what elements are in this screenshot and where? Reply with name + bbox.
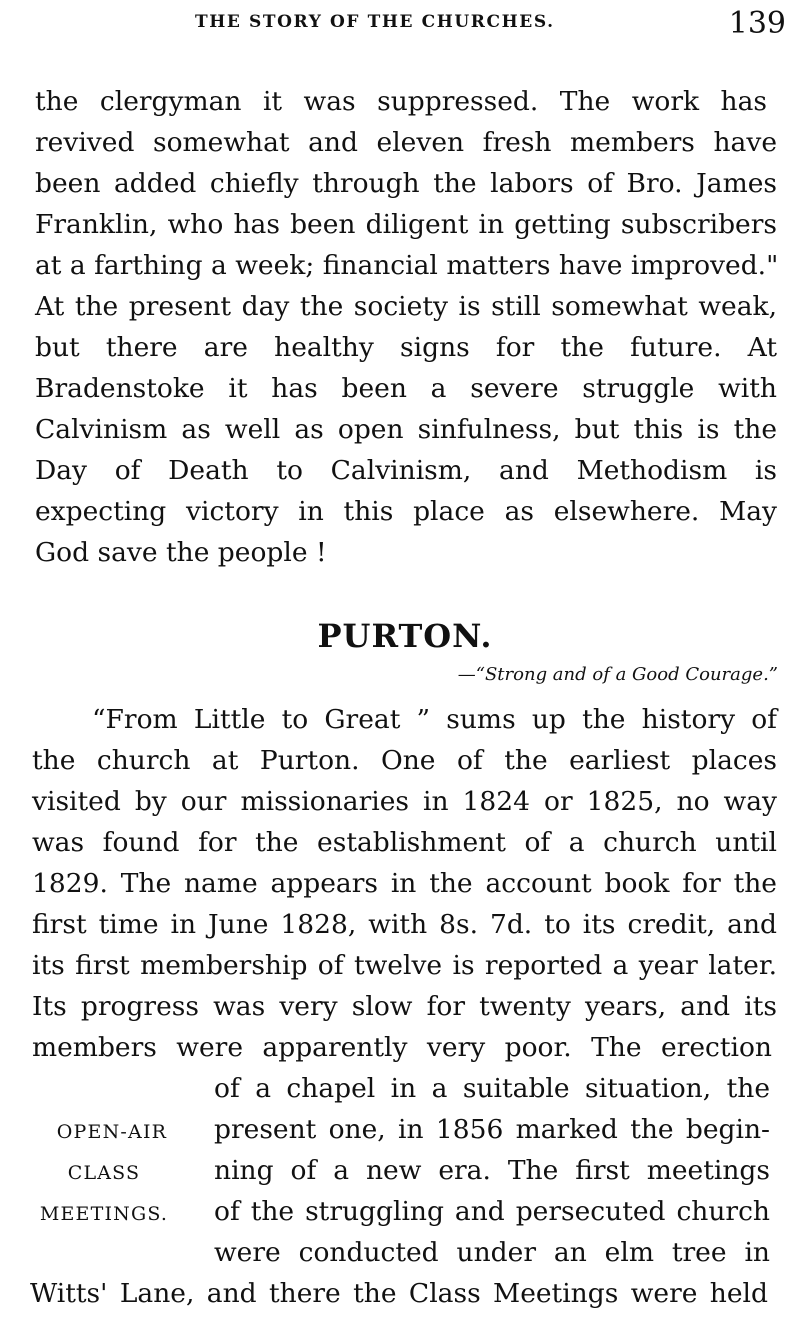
text-line: visited by our missionaries in 1824 or 1825, no way [32, 786, 777, 817]
text-line: ning of a new era. The first meetings [214, 1155, 770, 1186]
text-line: Day of Death to Calvinism, and Methodism is [35, 455, 777, 486]
text-line: first time in June 1828, with 8s. 7d. to its credit, and [32, 909, 777, 940]
running-title: THE STORY OF THE CHURCHES. [195, 12, 555, 32]
text-line: of a chapel in a suitable situation, the [214, 1073, 770, 1104]
text-line: expecting victory in this place as elsewhere. May [35, 496, 777, 527]
text-line: members were apparently very poor. The erection [32, 1032, 772, 1063]
text-line: were conducted under an elm tree in [214, 1237, 770, 1268]
text-line: Witts' Lane, and there the Class Meetings were held [30, 1278, 768, 1309]
text-line: God save the people ! [35, 537, 327, 568]
text-line: “From Little to Great ” sums up the history of [92, 704, 777, 735]
text-line: present one, in 1856 marked the begin- [214, 1114, 770, 1145]
text-line: Calvinism as well as open sinfulness, but this is the [35, 414, 777, 445]
page-number: 139 [728, 6, 786, 41]
text-line: the clergyman it was suppressed. The work has [35, 86, 767, 117]
running-head [0, 6, 800, 42]
section-heading: PURTON. [317, 617, 493, 655]
marginal-note-line: CLASS [67, 1162, 141, 1184]
text-line: but there are healthy signs for the future. At [35, 332, 777, 363]
text-line: been added chiefly through the labors of Bro. James [35, 168, 777, 199]
text-line: revived somewhat and eleven fresh members have [35, 127, 777, 158]
marginal-note-line: MEETINGS. [39, 1203, 169, 1225]
marginal-note-line: OPEN-AIR [56, 1121, 168, 1143]
text-line: Its progress was very slow for twenty years, and its [32, 991, 777, 1022]
text-line: its first membership of twelve is reported a year later. [32, 950, 777, 981]
text-line: the church at Purton. One of the earliest places [32, 745, 777, 776]
text-line: of the struggling and persecuted church [214, 1196, 770, 1227]
text-line: Franklin, who has been diligent in getting subscribers [35, 209, 777, 240]
text-line: At the present day the society is still somewhat weak, [35, 291, 777, 322]
text-line: was found for the establishment of a church until [32, 827, 777, 858]
epigraph: —“Strong and of a Good Courage.” [457, 664, 778, 685]
text-line: Bradenstoke it has been a severe struggle with [35, 373, 777, 404]
text-line: 1829. The name appears in the account book for the [32, 868, 777, 899]
text-line: at a farthing a week; financial matters have improved." [35, 250, 779, 281]
